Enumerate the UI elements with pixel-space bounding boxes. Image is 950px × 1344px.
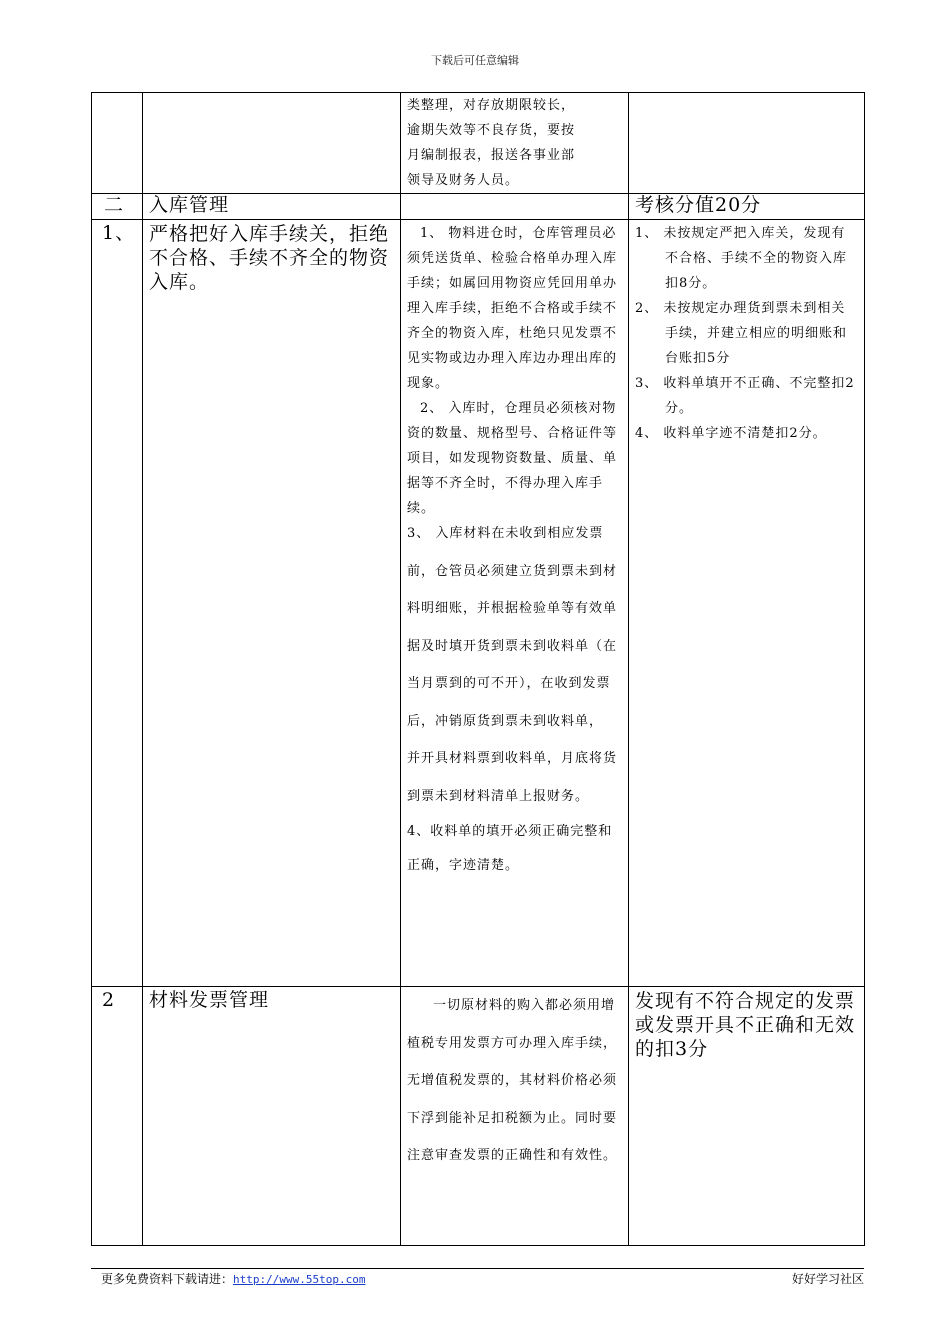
table-row bbox=[92, 194, 865, 220]
text-line: 月编制报表，报送各事业部 bbox=[407, 148, 576, 163]
cell-standard bbox=[401, 987, 629, 1246]
cell-standard bbox=[401, 220, 629, 987]
footer-left bbox=[101, 1270, 365, 1287]
footer-link[interactable]: http://www.55top.com bbox=[233, 1273, 366, 1286]
paragraph: 一切原材料的购入都必须用增植税专用发票方可办理入库手续，无增值税发票的，其材料价格必须下浮到能补足扣税额为止。同时要注意审查发票的正确性和有效性。 bbox=[407, 998, 618, 1163]
footer-divider bbox=[91, 1268, 864, 1269]
assessment-table bbox=[91, 92, 865, 1246]
paragraph: 1、 物料进仓时，仓库管理员必须凭送货单、检验合格单办理入库手续；如属回用物资应凭回用单办理入库手续，拒绝不合格或手续不齐全的物资入库，杜绝只见发票不见实物或边办理入库边办理出库的现象。 bbox=[407, 226, 618, 391]
header-note: 下载后可任意编辑 bbox=[431, 54, 519, 67]
cell-standard bbox=[401, 93, 629, 194]
cell-score bbox=[629, 93, 865, 194]
table-row bbox=[92, 93, 865, 194]
section-title: 入库管理 bbox=[143, 194, 401, 220]
cell-item: 材料发票管理 bbox=[143, 987, 401, 1246]
rule-item: 4、 收料单字迹不清楚扣2分。 bbox=[635, 426, 827, 441]
text-line: 逾期失效等不良存货，要按 bbox=[407, 123, 576, 138]
rule-item: 1、 未按规定严把入库关，发现有不合格、手续不全的物资入库扣8分。 bbox=[635, 226, 848, 291]
rule-item: 3、 收料单填开不正确、不完整扣2分。 bbox=[635, 376, 855, 416]
cell-item bbox=[143, 93, 401, 194]
text-line: 类整理，对存放期限较长， bbox=[407, 98, 576, 113]
paragraph: 2、 入库时，仓理员必须核对物资的数量、规格型号、合格证件等项目，如发现物资数量、质量、单据等不齐全时，不得办理入库手续。 bbox=[407, 401, 618, 516]
table-row bbox=[92, 987, 865, 1246]
section-number: 二 bbox=[92, 194, 143, 220]
cell-standard bbox=[401, 194, 629, 220]
text-line: 领导及财务人员。 bbox=[407, 173, 520, 188]
cell-score bbox=[629, 220, 865, 987]
rule-item: 2、 未按规定办理货到票未到相关手续，并建立相应的明细账和台账扣5分 bbox=[635, 301, 848, 366]
section-score: 考核分值20分 bbox=[629, 194, 865, 220]
paragraph: 4、收料单的填开必须正确完整和正确，字迹清楚。 bbox=[407, 824, 613, 873]
table-row bbox=[92, 220, 865, 987]
footer-text: 更多免费资料下载请进： bbox=[101, 1272, 234, 1286]
footer-right: 好好学习社区 bbox=[791, 1272, 864, 1286]
cell-item: 严格把好入库手续关，拒绝不合格、手续不齐全的物资入库。 bbox=[143, 220, 401, 987]
cell-number: 1、 bbox=[92, 220, 143, 987]
cell-number bbox=[92, 93, 143, 194]
paragraph: 3、 入库材料在未收到相应发票前，仓管员必须建立货到票未到材料明细账，并根据检验单等有效单据及时填开货到票未到收料单（在当月票到的可不开），在收到发票后，冲销原货到票未到收料单， 并开具材料票到收料单，月底将货到票未到材料清单上报财务。 bbox=[407, 526, 618, 804]
cell-number: 2 bbox=[92, 987, 143, 1246]
cell-score: 发现有不符合规定的发票或发票开具不正确和无效的扣3分 bbox=[629, 987, 865, 1246]
